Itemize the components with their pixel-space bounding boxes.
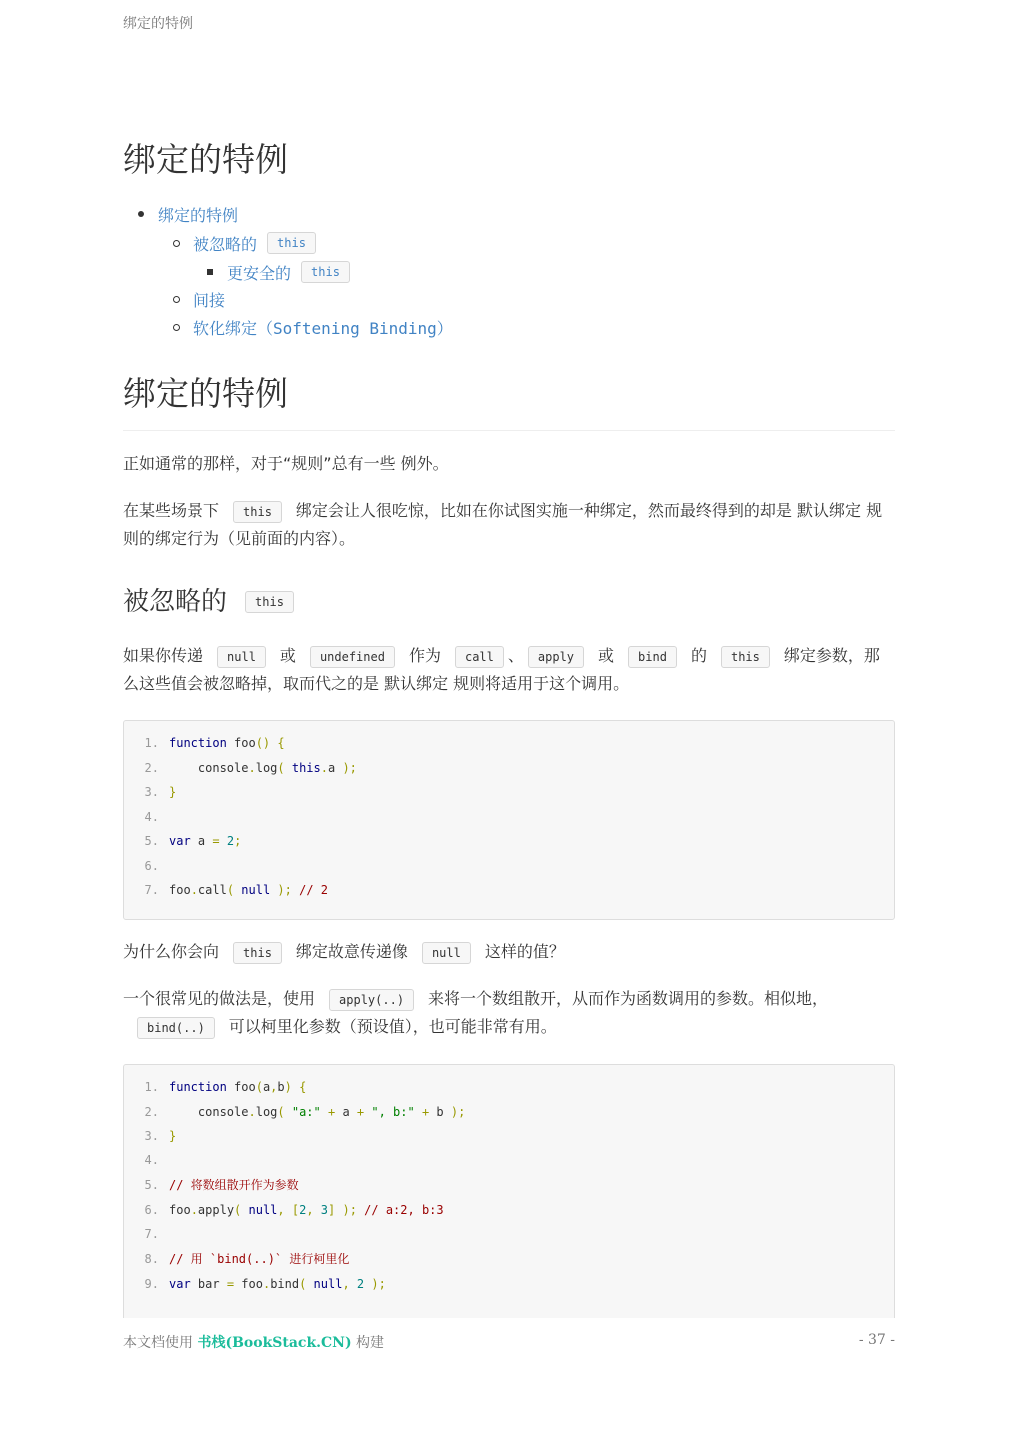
code-line	[124, 1100, 465, 1124]
toc-link-text: Softening Binding	[273, 318, 437, 338]
text: 一个很常见的做法是，使用	[123, 989, 316, 1008]
code-token: );	[443, 1105, 466, 1119]
inline-code-bind: bind	[628, 646, 677, 668]
text: 的	[690, 646, 707, 665]
inline-code-null: null	[217, 646, 266, 668]
footer-prefix: 本文档使用	[123, 1335, 198, 1351]
bullet-icon	[173, 324, 180, 331]
code-token: a	[190, 834, 213, 848]
code-token: .	[262, 1277, 271, 1291]
line-number: 4.	[144, 1153, 159, 1167]
paragraph-why-null	[123, 938, 895, 966]
code-line	[124, 1247, 349, 1271]
line-number: 7.	[144, 1227, 159, 1241]
paragraph-null-undefined	[123, 642, 895, 698]
document-title: 绑定的特例	[123, 140, 288, 179]
paragraph-surprise	[123, 497, 895, 553]
code-token: .	[248, 761, 256, 775]
toc-link-softening-binding[interactable]	[193, 316, 453, 339]
text: 绑定参数，那么这些值会被忽略掉，取而代之的是 默认绑定 规则将适用于这个调用。	[123, 646, 880, 693]
inline-code-call: call	[455, 646, 504, 668]
bullet-icon	[207, 269, 213, 275]
inline-code-this: this	[721, 646, 770, 668]
code-token: log	[255, 761, 278, 775]
code-token: foo	[226, 1080, 256, 1094]
line-number: 3.	[144, 1129, 159, 1143]
inline-code-this: this	[233, 501, 282, 523]
running-header: 绑定的特例	[123, 16, 193, 32]
code-token: this	[291, 761, 321, 775]
code-comment: // 2	[299, 883, 328, 897]
toc-item-1[interactable]	[138, 204, 238, 224]
text: 这样的值？	[484, 942, 565, 961]
line-number: 2.	[144, 1105, 159, 1119]
code-token: b	[436, 1105, 444, 1119]
code-block-1	[123, 720, 895, 920]
code-token: bind	[270, 1277, 300, 1291]
code-line	[124, 1075, 306, 1099]
code-token: =	[226, 1277, 235, 1291]
code-token: foo	[169, 883, 191, 897]
footer-credit	[123, 1332, 384, 1352]
code-token: }	[169, 1129, 177, 1143]
bullet-icon	[173, 296, 180, 303]
code-token: var	[169, 834, 191, 848]
page-footer	[123, 1332, 895, 1352]
code-comment: // 将数组散开作为参数	[169, 1178, 299, 1192]
toc-link-safer-this[interactable]: 更安全的	[227, 263, 292, 283]
code-line	[124, 756, 357, 780]
code-token: (	[234, 1203, 249, 1217]
page-number: - 37 -	[858, 1332, 895, 1348]
code-token: var	[169, 1277, 191, 1291]
line-number: 9.	[144, 1277, 159, 1291]
code-token: (	[299, 1277, 314, 1291]
line-number: 1.	[144, 736, 159, 750]
code-token: +	[349, 1105, 372, 1119]
code-line	[124, 1198, 444, 1222]
code-token: .	[190, 1203, 198, 1217]
paragraph-exceptions: 正如通常的那样，对于“规则”总有一些 例外。	[123, 454, 449, 473]
code-token: 2	[299, 1203, 307, 1217]
toc-link-indirection[interactable]: 间接	[193, 290, 226, 310]
code-token: +	[414, 1105, 437, 1119]
inline-code-undefined: undefined	[310, 646, 395, 668]
inline-code-bind: bind(..)	[137, 1017, 215, 1039]
text: 或	[279, 646, 296, 665]
code-comment: // a:2, b:3	[364, 1203, 444, 1217]
toc-link-ignored-this[interactable]: 被忽略的	[193, 234, 258, 254]
code-token: apply	[197, 1203, 235, 1217]
code-line	[124, 1222, 169, 1246]
toc-item-5[interactable]	[173, 317, 453, 337]
code-token: ,	[342, 1277, 357, 1291]
code-token: null	[241, 883, 271, 897]
line-number: 5.	[144, 834, 159, 848]
text: 、	[507, 646, 524, 665]
code-token: +	[320, 1105, 343, 1119]
code-token: bar	[190, 1277, 227, 1291]
toc-code-this[interactable]: this	[267, 232, 316, 254]
text: 或	[598, 646, 615, 665]
toc-item-2[interactable]	[173, 232, 330, 254]
code-line	[124, 1173, 299, 1197]
code-string: "a:"	[291, 1105, 321, 1119]
code-token: );	[335, 761, 357, 775]
code-token: a	[342, 1105, 350, 1119]
code-token: () {	[255, 736, 285, 750]
line-number: 5.	[144, 1178, 159, 1192]
code-line	[124, 1148, 169, 1172]
line-number: 7.	[144, 883, 159, 897]
toc-link-binding-exceptions[interactable]: 绑定的特例	[158, 205, 239, 225]
code-token: a	[262, 1080, 271, 1094]
inline-code-this: this	[245, 591, 294, 613]
code-token: null	[248, 1203, 278, 1217]
text: 为什么你会向	[123, 942, 220, 961]
toc-code-this[interactable]: this	[301, 261, 350, 283]
paragraph-apply-bind	[123, 985, 895, 1041]
code-token: function	[169, 1080, 227, 1094]
code-line	[124, 1272, 386, 1296]
inline-code-this: this	[233, 942, 282, 964]
code-token: ,	[270, 1080, 278, 1094]
text: 绑定会让人很吃惊，比如在你试图实施一种绑定，然而最终得到的却是 默认绑定 规则的绑定行为（见前面的内容）。	[123, 501, 883, 548]
inline-code-apply: apply	[528, 646, 584, 668]
code-token: null	[313, 1277, 343, 1291]
code-token: , [	[277, 1203, 300, 1217]
code-token: console	[169, 1105, 249, 1119]
code-token: );	[270, 883, 300, 897]
subsection-heading	[123, 582, 308, 622]
code-token: call	[197, 883, 227, 897]
code-token: ;	[234, 834, 242, 848]
text: 作为	[408, 646, 441, 665]
code-token: b	[277, 1080, 285, 1094]
line-number: 4.	[144, 810, 159, 824]
code-token: ,	[306, 1203, 321, 1217]
inline-code-null: null	[422, 942, 471, 964]
code-token: ] );	[328, 1203, 365, 1217]
code-token: }	[169, 785, 177, 799]
code-line	[124, 854, 169, 878]
text: 在某些场景下	[123, 501, 220, 520]
code-line	[124, 829, 241, 853]
subsection-heading-text: 被忽略的	[123, 587, 228, 617]
code-token: a	[328, 761, 336, 775]
heading-divider	[123, 430, 895, 431]
code-string: ", b:"	[371, 1105, 415, 1119]
section-heading: 绑定的特例	[123, 374, 288, 413]
code-token: (	[277, 1105, 292, 1119]
line-number: 2.	[144, 761, 159, 775]
toc-link-text: 软化绑定（	[193, 318, 274, 338]
line-number: 3.	[144, 785, 159, 799]
toc-link-text: ）	[436, 318, 453, 338]
code-line	[124, 1124, 176, 1148]
code-token: (	[226, 883, 242, 897]
code-token: ) {	[284, 1080, 307, 1094]
code-token: 2	[219, 834, 235, 848]
toc-item-3[interactable]	[207, 261, 364, 283]
code-token: .	[190, 883, 198, 897]
code-token: 2	[356, 1277, 365, 1291]
bullet-icon	[138, 211, 144, 217]
line-number: 6.	[144, 859, 159, 873]
text: 来将一个数组散开，从而作为函数调用的参数。相似地，	[428, 989, 829, 1008]
text: 绑定故意传递像	[295, 942, 408, 961]
code-token: 3	[320, 1203, 329, 1217]
line-number: 8.	[144, 1252, 159, 1266]
code-token: (	[277, 761, 292, 775]
code-token: foo	[226, 736, 256, 750]
line-number: 1.	[144, 1080, 159, 1094]
toc-item-4[interactable]	[173, 289, 225, 309]
code-token: =	[212, 834, 220, 848]
inline-code-apply: apply(..)	[329, 989, 414, 1011]
code-token: console	[169, 761, 249, 775]
code-line	[124, 731, 285, 755]
text: 如果你传递	[123, 646, 204, 665]
line-number: 6.	[144, 1203, 159, 1217]
code-line	[124, 805, 169, 829]
code-block-2	[123, 1064, 895, 1335]
code-token: .	[320, 761, 328, 775]
code-token: foo	[234, 1277, 263, 1291]
code-token: function	[169, 736, 227, 750]
code-line	[124, 878, 328, 902]
code-token: log	[255, 1105, 278, 1119]
text: 可以柯里化参数（预设值），也可能非常有用。	[228, 1017, 557, 1036]
code-line	[124, 780, 176, 804]
code-comment: // 用 `bind(..)` 进行柯里化	[169, 1252, 350, 1266]
footer-brand-link[interactable]: 书栈(BookStack.CN)	[197, 1335, 352, 1351]
bullet-icon	[173, 240, 180, 247]
footer-suffix: 构建	[351, 1335, 385, 1351]
code-token: foo	[169, 1203, 191, 1217]
code-token: );	[364, 1277, 386, 1291]
code-token: (	[255, 1080, 263, 1094]
code-token: .	[248, 1105, 256, 1119]
